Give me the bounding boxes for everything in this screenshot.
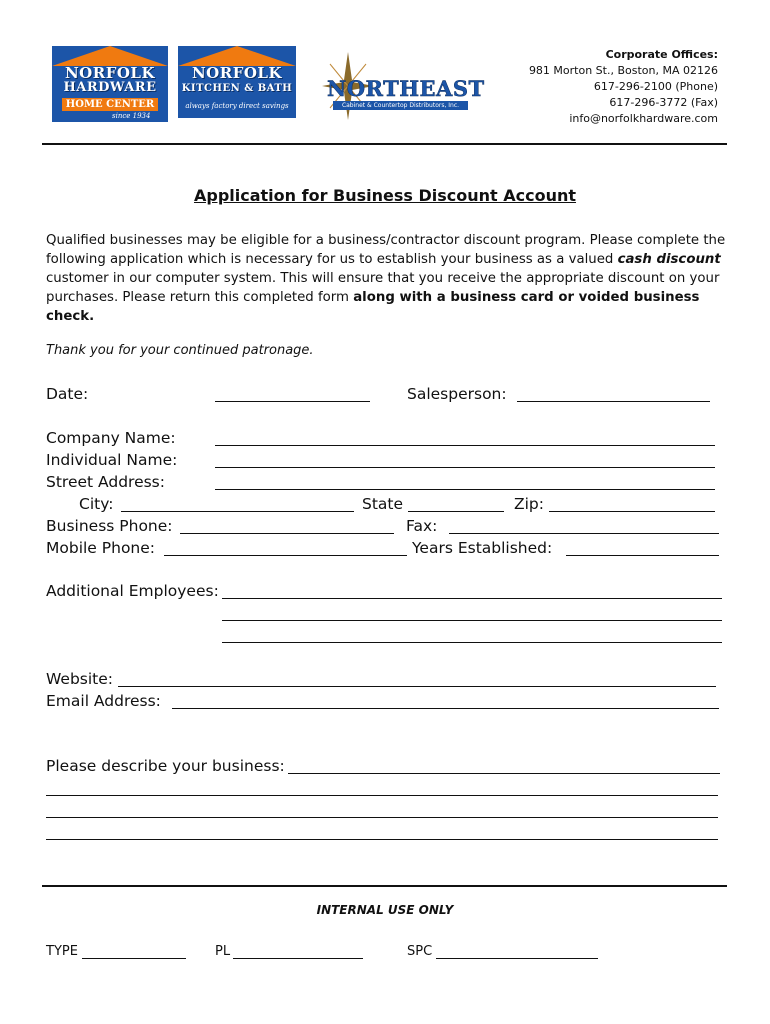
business-phone-label: Business Phone: <box>46 517 173 535</box>
additional-employees-field-2[interactable] <box>222 620 722 621</box>
internal-use-heading: INTERNAL USE ONLY <box>316 903 454 917</box>
intro-emphasis: cash discount <box>617 252 721 267</box>
corporate-fax: 617-296-3772 (Fax) <box>609 96 718 109</box>
salesperson-field[interactable] <box>517 401 710 402</box>
intro-paragraph <box>46 231 736 326</box>
describe-business-field-2[interactable] <box>46 795 718 796</box>
northeast-logo-name: NORTHEAST <box>327 76 485 101</box>
thanks-note: Thank you for your continued patronage. <box>46 343 314 358</box>
corporate-email: info@norfolkhardware.com <box>569 112 718 125</box>
zip-field[interactable] <box>549 511 715 512</box>
corporate-phone: 617-296-2100 (Phone) <box>593 80 718 93</box>
type-label: TYPE <box>46 944 78 959</box>
street-address-field[interactable] <box>215 489 715 490</box>
spc-label: SPC <box>407 944 433 959</box>
company-name-label: Company Name: <box>46 429 176 447</box>
mobile-phone-field[interactable] <box>164 555 407 556</box>
individual-name-field[interactable] <box>215 467 715 468</box>
norfolk-kitchen-bath-logo <box>178 46 296 118</box>
type-field[interactable] <box>82 958 186 959</box>
email-address-field[interactable] <box>172 708 719 709</box>
corporate-label: Corporate Offices: <box>605 48 718 61</box>
city-label: City: <box>79 495 114 513</box>
logo-hardware-since: since 1934 <box>112 112 151 120</box>
street-address-label: Street Address: <box>46 473 165 491</box>
logo-kitchen-line2: KITCHEN & BATH <box>181 83 293 94</box>
state-field[interactable] <box>408 511 504 512</box>
intro-bold: along with a business card or voided business check. <box>46 290 700 324</box>
zip-label: Zip: <box>514 495 544 513</box>
logo-kitchen-tagline: always factory direct savings <box>185 102 289 110</box>
header-divider <box>42 143 727 145</box>
date-field[interactable] <box>215 401 370 402</box>
northeast-logo-sub: Cabinet & Countertop Distributors, Inc. <box>333 101 468 110</box>
logo-kitchen-line1: NORFOLK <box>191 64 283 82</box>
norfolk-hardware-logo <box>52 46 168 122</box>
email-address-label: Email Address: <box>46 692 161 710</box>
fax-field[interactable] <box>449 533 719 534</box>
logo-hardware-line1: NORFOLK <box>64 64 156 82</box>
state-label: State <box>362 495 404 513</box>
describe-business-label: Please describe your business: <box>46 757 285 775</box>
logo-hardware-line2: HARDWARE <box>63 80 157 95</box>
company-name-field[interactable] <box>215 445 715 446</box>
salesperson-label: Salesperson: <box>407 385 507 403</box>
additional-employees-label: Additional Employees: <box>46 582 219 600</box>
describe-business-field-3[interactable] <box>46 817 718 818</box>
years-established-field[interactable] <box>566 555 719 556</box>
individual-name-label: Individual Name: <box>46 451 178 469</box>
pl-field[interactable] <box>233 958 363 959</box>
page-title: Application for Business Discount Account <box>193 186 577 205</box>
logo-hardware-band: HOME CENTER <box>62 98 158 111</box>
intro-text-2: customer in our computer system. This will ensure that you receive the appropriate discount on your purchases. Please return this completed form <box>46 271 720 305</box>
pl-label: PL <box>215 944 231 959</box>
additional-employees-field-1[interactable] <box>222 598 722 599</box>
describe-business-field-1[interactable] <box>288 773 720 774</box>
fax-label: Fax: <box>406 517 438 535</box>
years-established-label: Years Established: <box>412 539 553 557</box>
website-label: Website: <box>46 670 114 688</box>
mobile-phone-label: Mobile Phone: <box>46 539 156 557</box>
spc-field[interactable] <box>436 958 598 959</box>
additional-employees-field-3[interactable] <box>222 642 722 643</box>
intro-text-1: Qualified businesses may be eligible for a business/contractor discount program. Please complete the following application which is necessary for us to establish your business as a valued <box>46 233 726 267</box>
business-phone-field[interactable] <box>180 533 394 534</box>
corporate-address: 981 Morton St., Boston, MA 02126 <box>528 64 718 77</box>
corporate-offices <box>529 47 718 127</box>
describe-business-field-4[interactable] <box>46 839 718 840</box>
city-field[interactable] <box>121 511 354 512</box>
date-label: Date: <box>46 385 89 403</box>
internal-divider <box>42 885 727 887</box>
website-field[interactable] <box>118 686 716 687</box>
